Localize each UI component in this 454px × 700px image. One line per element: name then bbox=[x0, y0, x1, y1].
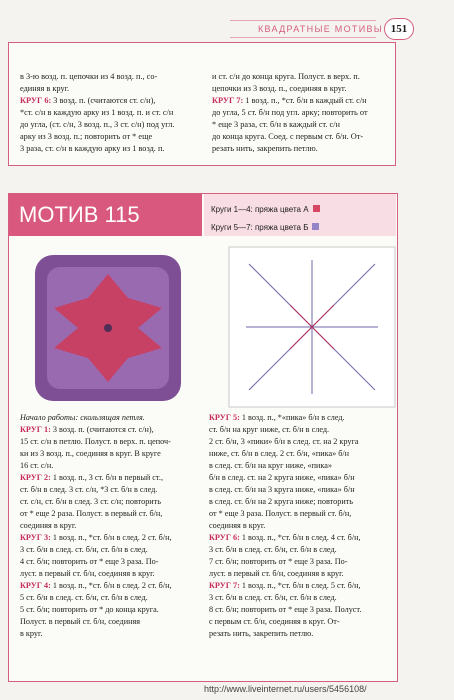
crochet-motif-photo bbox=[31, 251, 185, 405]
crochet-chart bbox=[224, 242, 400, 412]
page-number: 151 bbox=[384, 18, 414, 40]
right-instructions: КРУГ 5: 1 возд. п., *«пика» б/н в след. ст. б/н на круг ниже, ст. б/н в след. 2 ст. б/н, 3 «пики» б/н в след. ст. на 2 круга ниже, ст. б/н в след. 2 ст. б/н, «пика» б/н в след. ст. б/н на круг ниже, «пика» б/н в след. ст. на 2 круга ниже, «пика» б/н в след. ст. б/н на 3 круга ниже, «пика» б/н в след. ст. б/н на 2 круга ниже; повторить от * еще 3 раза. Полуст. в первый ст. б/н, соединяя в круг. КРУГ 6: 1 возд. п., *ст. б/н в след. 4 ст. б/н, 3 ст. б/н в след. ст. б/н, ст. б/н в след. 7 ст. б/н; повторить от * еще 3 раза. По- луст. в первый ст. б/н, соединяя в круг. КРУГ 7: 1 возд. п., *ст. б/н в след. 5 ст. б/н, 3 ст. б/н в след. ст. б/н, ст. б/н в след. 8 ст. б/н; повторить от * еще 3 раза. Полуст. с первым ст. б/н, соединяя в круг. От- резать нить, закрепить петлю. bbox=[209, 413, 362, 638]
section-header: КВАДРАТНЫЕ МОТИВЫ bbox=[258, 24, 384, 34]
motif-title: МОТИВ 115 bbox=[9, 194, 202, 236]
yarn-a: Круги 1—4: пряжа цвета А bbox=[211, 205, 320, 214]
top-right-column: и ст. с/н до конца круга. Полуст. в верх. п. цепочки из 3 возд. п., соединяя в круг. КРУГ 7: 1 возд. п., *ст. б/н в каждый ст. с/н до угла, 5 ст. б/н под угл. арку; повторить от * еще 3 раза, ст. б/н в каждый ст. с/н до конца круга. Соед. с первым ст. б/н. От- резать нить, закрепить петлю. bbox=[212, 72, 368, 153]
source-url: http://www.liveinternet.ru/users/5456108/ bbox=[204, 684, 367, 694]
yarn-b: Круги 5—7: пряжа цвета Б bbox=[211, 223, 319, 232]
top-left-column: в 3-ю возд. п. цепочки из 4 возд. п., со- единяя в круг. КРУГ 6: 3 возд. п. (считаются ст. с/н), *ст. с/н в каждую арку из 1 возд. п. и ст. с/н до угла, (ст. с/н, 3 возд. п., 3 ст. с/н) под угл. арку из 3 возд. п.; повторить от * еще 3 раза, ст. с/н в каждую арку из 1 возд. п. bbox=[20, 72, 175, 153]
left-instructions: Начало работы: скользящая петля. КРУГ 1: 3 возд. п. (считаются ст. с/н), 15 ст. с/н в петлю. Полуст. в верх. п. цепоч- ки из 3 возд. п., соединяя в круг. В круге 16 ст. с/н. КРУГ 2: 1 возд. п., 3 ст. б/н в первый ст., ст. б/н в след. 3 ст. с/н, *3 ст. б/н в след. ст. с/н, ст. б/н в след. 3 ст. с/н; повторить от * еще 2 раза. Полуст. в первый ст. б/н, соединяя в круг. КРУГ 3: 1 возд. п., *ст. б/н в след. 2 ст. б/н, 3 ст. б/н в след. ст. б/н, ст. б/н в след. 4 ст. б/н; повторить от * еще 3 раза. По- луст. в первый ст. б/н, соединяя в круг. КРУГ 4: 1 возд. п., *ст. б/н в след. 2 ст. б/н, 5 ст. б/н в след. ст. б/н, ст. б/н в след. 5 ст. б/н; повторить от * до конца круга. Полуст. в первый ст. б/н, соединяя в круг. bbox=[20, 413, 172, 638]
